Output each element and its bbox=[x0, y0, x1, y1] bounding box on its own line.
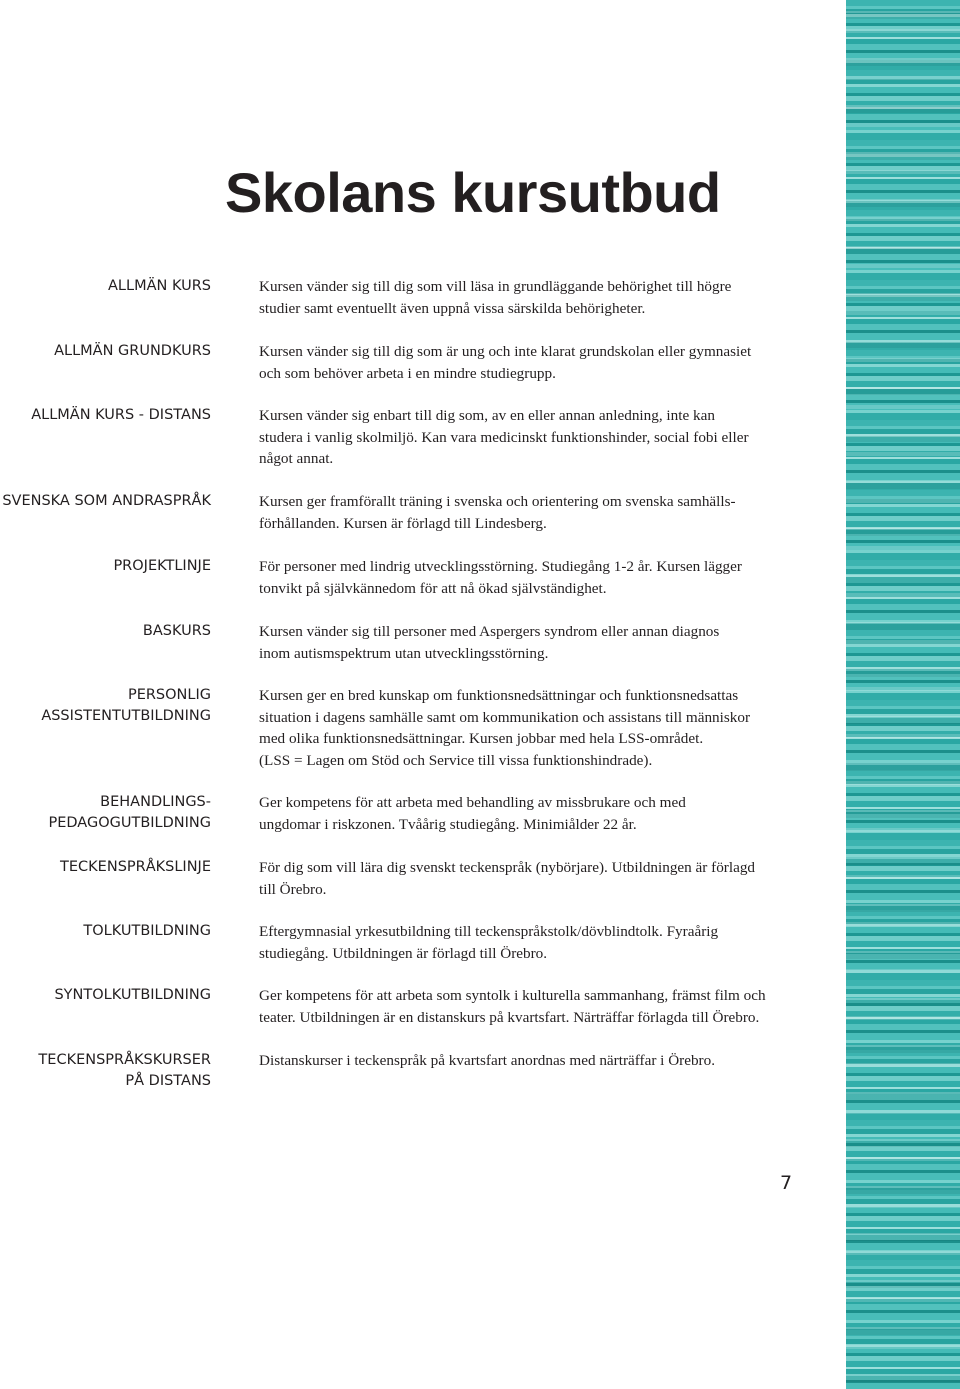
course-description-teckensprakskurser-pa-distans: Distanskurser i teckenspråk på kvartsfart anordnas med närträffar i Örebro. bbox=[259, 1052, 716, 1069]
course-label-teckensprakslinje: TECKENSPRÅKSLINJE bbox=[60, 859, 211, 875]
course-label-allman-kurs-distans: ALLMÄN KURS - DISTANS bbox=[31, 407, 211, 423]
course-description-allman-kurs: Kursen vänder sig till dig som vill läsa in grundläggande behörighet till högre studier samt eventuellt även uppnå vissa särskilda behörigheter. bbox=[259, 278, 732, 317]
course-description-projektlinje: För personer med lindrig utvecklingsstörning. Studiegång 1-2 år. Kursen lägger tonvikt på självkännedom för att nå ökad självständighet. bbox=[259, 558, 742, 597]
course-description-svenska-som-andrasprak: Kursen ger framförallt träning i svenska och orientering om svenska samhälls- förhållanden. Kursen är förlagd till Lindesberg. bbox=[259, 493, 736, 532]
course-description-teckensprakslinje: För dig som vill lära dig svenskt teckenspråk (nybörjare). Utbildningen är förlagd till Örebro. bbox=[259, 859, 756, 898]
course-description-allman-kurs-distans: Kursen vänder sig enbart till dig som, av en eller annan anledning, inte kan studera i vanlig skolmiljö. Kan vara medicinskt funktionshinder, social fobi eller något annat. bbox=[259, 407, 749, 467]
decorative-stripe-band bbox=[846, 0, 960, 1389]
course-label-allman-grundkurs: ALLMÄN GRUNDKURS bbox=[54, 343, 211, 359]
page-title: Skolans kursutbud bbox=[225, 161, 721, 224]
course-label-syntolkutbildning: SYNTOLKUTBILDNING bbox=[54, 987, 211, 1003]
course-label-svenska-som-andrasprak: SVENSKA SOM ANDRASPRÅK bbox=[2, 493, 211, 509]
course-description-syntolkutbildning: Ger kompetens för att arbeta som syntolk i kulturella sammanhang, främst film och teater. Utbildningen är en distanskurs på kvartsfart. Närträffar förlagda till Örebro. bbox=[259, 987, 766, 1026]
course-description-allman-grundkurs: Kursen vänder sig till dig som är ung och inte klarat grundskolan eller gymnasiet och som behöver arbeta i en mindre studiegrupp. bbox=[259, 343, 752, 382]
course-label-baskurs: BASKURS bbox=[142, 623, 211, 639]
course-label-tolkutbildning: TOLKUTBILDNING bbox=[83, 923, 211, 939]
course-description-personlig-assistentutbildning: Kursen ger en bred kunskap om funktionsnedsättningar och funktionsnedsattas situation i dagens samhälle samt om kommunikation och assistans till människor med olika funktionsnedsättningar. Kursen jobbar med hela LSS-området. (LSS = Lagen om Stöd och Service till vissa funktionshindrade). bbox=[259, 687, 751, 769]
course-label-teckensprakskurser-pa-distans: TECKENSPRÅKSKURSER PÅ DISTANS bbox=[38, 1052, 211, 1089]
course-label-behandlingspedagogutbildning: BEHANDLINGS- PEDAGOGUTBILDNING bbox=[48, 794, 211, 831]
course-description-tolkutbildning: Eftergymnasial yrkesutbildning till teckenspråkstolk/dövblindtolk. Fyraårig studiegång. Utbildningen är förlagd till Örebro. bbox=[259, 923, 719, 962]
course-description-baskurs: Kursen vänder sig till personer med Aspergers syndrom eller annan diagnos inom autismspektrum utan utvecklingsstörning. bbox=[259, 623, 720, 662]
course-description-behandlingspedagogutbildning: Ger kompetens för att arbeta med behandling av missbrukare och med ungdomar i riskzonen. Tvåårig studiegång. Minimiålder 22 år. bbox=[259, 794, 686, 833]
page-number: 7 bbox=[780, 1172, 793, 1194]
course-label-allman-kurs: ALLMÄN KURS bbox=[108, 278, 211, 294]
course-label-personlig-assistentutbildning: PERSONLIG ASSISTENTUTBILDNING bbox=[41, 687, 211, 724]
course-label-projektlinje: PROJEKTLINJE bbox=[113, 558, 211, 574]
